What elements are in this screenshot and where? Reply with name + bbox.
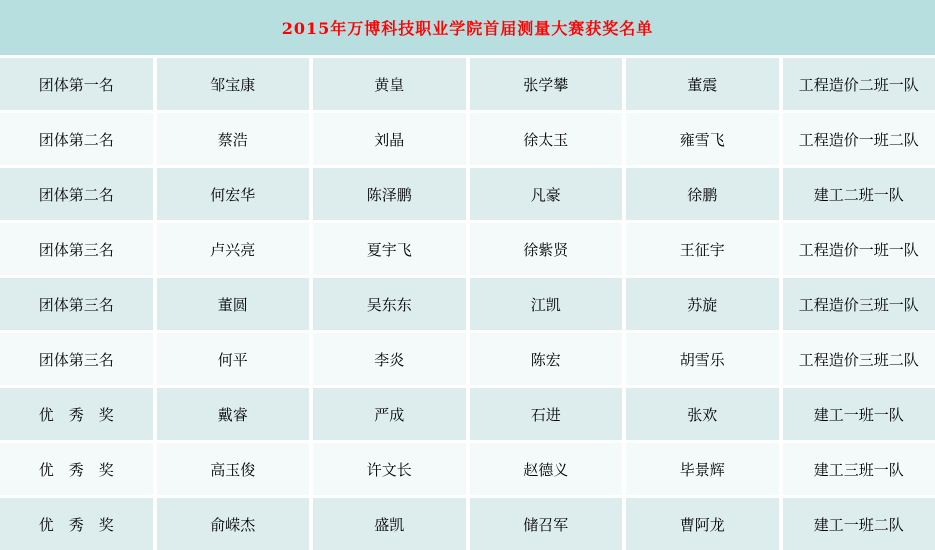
table-row <box>0 113 935 165</box>
member-name-cell: 凡豪 <box>470 168 623 220</box>
member-name-cell: 徐鹏 <box>626 168 779 220</box>
member-name-cell: 何宏华 <box>157 168 310 220</box>
member-name-cell: 石进 <box>470 388 623 440</box>
table-row <box>0 498 935 550</box>
page-title: 2015年万博科技职业学院首届测量大赛获奖名单 <box>281 19 654 38</box>
award-rank-cell: 团体第三名 <box>0 223 153 275</box>
member-name-cell: 毕景辉 <box>626 443 779 495</box>
team-name-cell: 工程造价三班二队 <box>783 333 935 385</box>
member-name-cell: 许文长 <box>313 443 466 495</box>
member-name-cell: 胡雪乐 <box>626 333 779 385</box>
table-row <box>0 443 935 495</box>
team-name-cell: 工程造价二班一队 <box>783 58 935 110</box>
member-name-cell: 陈宏 <box>470 333 623 385</box>
member-name-cell: 徐紫贤 <box>470 223 623 275</box>
member-name-cell: 董圆 <box>157 278 310 330</box>
member-name-cell: 吴东东 <box>313 278 466 330</box>
member-name-cell: 苏旋 <box>626 278 779 330</box>
member-name-cell: 江凯 <box>470 278 623 330</box>
table-row <box>0 388 935 440</box>
member-name-cell: 俞嵘杰 <box>157 498 310 550</box>
table-row <box>0 168 935 220</box>
table-row <box>0 223 935 275</box>
award-rank-cell: 团体第三名 <box>0 333 153 385</box>
team-name-cell: 工程造价一班二队 <box>783 113 935 165</box>
member-name-cell: 戴睿 <box>157 388 310 440</box>
team-name-cell: 建工一班一队 <box>783 388 935 440</box>
award-rank-cell: 优 秀 奖 <box>0 498 153 550</box>
member-name-cell: 蔡浩 <box>157 113 310 165</box>
member-name-cell: 严成 <box>313 388 466 440</box>
member-name-cell: 卢兴亮 <box>157 223 310 275</box>
member-name-cell: 徐太玉 <box>470 113 623 165</box>
member-name-cell: 黄皇 <box>313 58 466 110</box>
member-name-cell: 刘晶 <box>313 113 466 165</box>
award-rank-cell: 团体第三名 <box>0 278 153 330</box>
award-rank-cell: 团体第二名 <box>0 168 153 220</box>
team-name-cell: 建工二班一队 <box>783 168 935 220</box>
member-name-cell: 邹宝康 <box>157 58 310 110</box>
member-name-cell: 储召军 <box>470 498 623 550</box>
member-name-cell: 夏宇飞 <box>313 223 466 275</box>
table-row <box>0 58 935 110</box>
table-row <box>0 333 935 385</box>
award-rank-cell: 团体第一名 <box>0 58 153 110</box>
member-name-cell: 张学攀 <box>470 58 623 110</box>
team-name-cell: 工程造价三班一队 <box>783 278 935 330</box>
member-name-cell: 张欢 <box>626 388 779 440</box>
member-name-cell: 董震 <box>626 58 779 110</box>
award-rank-cell: 优 秀 奖 <box>0 443 153 495</box>
member-name-cell: 盛凯 <box>313 498 466 550</box>
member-name-cell: 高玉俊 <box>157 443 310 495</box>
team-name-cell: 建工一班二队 <box>783 498 935 550</box>
team-name-cell: 建工三班一队 <box>783 443 935 495</box>
member-name-cell: 曹阿龙 <box>626 498 779 550</box>
member-name-cell: 李炎 <box>313 333 466 385</box>
member-name-cell: 雍雪飞 <box>626 113 779 165</box>
table-row <box>0 278 935 330</box>
team-name-cell: 工程造价一班一队 <box>783 223 935 275</box>
member-name-cell: 何平 <box>157 333 310 385</box>
award-rank-cell: 优 秀 奖 <box>0 388 153 440</box>
member-name-cell: 王征宇 <box>626 223 779 275</box>
award-table <box>0 55 935 550</box>
member-name-cell: 赵德义 <box>470 443 623 495</box>
member-name-cell: 陈泽鹏 <box>313 168 466 220</box>
table-header <box>0 0 935 55</box>
award-rank-cell: 团体第二名 <box>0 113 153 165</box>
